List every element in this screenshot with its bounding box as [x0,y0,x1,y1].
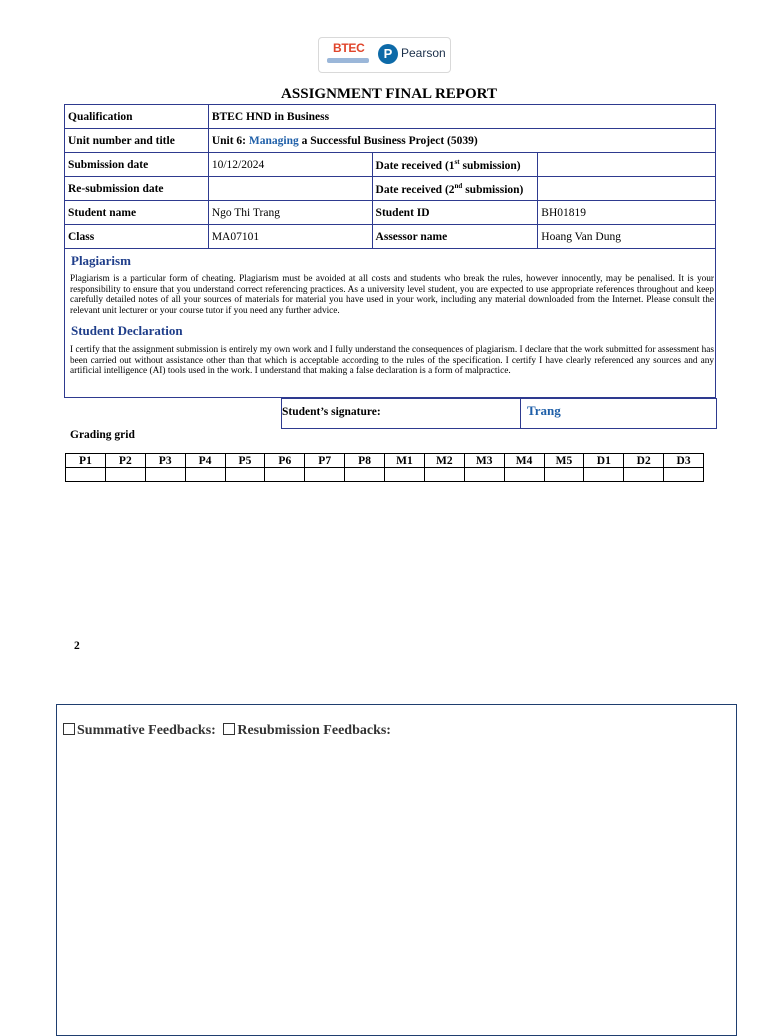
table-row [65,153,716,177]
signature-box [281,398,717,429]
grading-cell-d3[interactable] [664,468,704,482]
grading-cell-d2[interactable] [624,468,664,482]
grading-criterion-m1: M1 [385,454,425,468]
submission-date-label: Submission date [65,153,209,177]
resubmission-checkbox[interactable] [223,723,235,735]
grading-criterion-p5: P5 [225,454,265,468]
unit-label: Unit number and title [65,129,209,153]
table-row [65,177,716,201]
plagiarism-heading: Plagiarism [71,253,131,268]
grading-criterion-d3: D3 [664,454,704,468]
declaration-text: I certify that the assignment submission is entirely my own work and I fully understand the consequences of plagiarism. I declare that the work submitted for assessment has been carried out without assistance other than that which is acceptable according to the rules of the specification. I certify I have clearly referenced any sources and any artificial intelligence (AI) tools used in the work. I understand that making a false declaration is a form of malpractice. [70,345,714,376]
grading-grid-label: Grading grid [70,429,135,441]
grading-cell-p4[interactable] [185,468,225,482]
signature-value: Trang [527,403,561,418]
grading-criterion-m5: M5 [544,454,584,468]
grading-cell-m5[interactable] [544,468,584,482]
grading-cell-m2[interactable] [424,468,464,482]
btec-tagline-mark [327,58,369,63]
grading-criterion-m2: M2 [424,454,464,468]
plagiarism-declaration-panel [64,248,716,398]
grading-criterion-p7: P7 [305,454,345,468]
grading-cell-m3[interactable] [464,468,504,482]
date-received-1-value [538,153,716,177]
student-name-value: Ngo Thi Trang [208,201,372,225]
student-name-label: Student name [65,201,209,225]
table-row [65,105,716,129]
grading-cell-p7[interactable] [305,468,345,482]
class-label: Class [65,225,209,249]
grading-criterion-p1: P1 [66,454,106,468]
grading-criterion-m3: M3 [464,454,504,468]
student-id-label: Student ID [372,201,538,225]
grading-cell-m4[interactable] [504,468,544,482]
grading-grid [65,453,704,482]
qualification-label: Qualification [65,105,209,129]
student-id-value: BH01819 [538,201,716,225]
assignment-info-table [64,104,716,249]
grading-cell-p3[interactable] [145,468,185,482]
unit-value [208,129,715,153]
grading-criterion-p8: P8 [345,454,385,468]
unit-highlight: Managing [248,134,299,147]
logo-banner [318,37,451,73]
feedback-box [56,704,737,1036]
unit-prefix: Unit 6: [211,134,249,147]
assessor-value: Hoang Van Dung [538,225,716,249]
grading-cell-p8[interactable] [345,468,385,482]
resubmission-date-value [208,177,372,201]
pearson-logo-text: Pearson [401,46,446,60]
class-value: MA07101 [208,225,372,249]
date-received-2-label: Date received (2nd submission) [372,177,538,201]
resubmission-date-label: Re-submission date [65,177,209,201]
resubmission-label: Resubmission Feedbacks: [237,723,391,738]
grading-value-row [66,468,704,482]
feedback-options [63,723,391,739]
table-row [65,201,716,225]
plagiarism-text: Plagiarism is a particular form of cheating. Plagiarism must be avoided at all costs and students who break the rules, however innocently, may be penalised. It is your responsibility to ensure that you understand correct referencing practices. As a university level student, you are expected to use appropriate references throughout and keep carefully detailed notes of all your sources of materials for material you have used in your work, including any material downloaded from the Internet. Please consult the relevant unit lecturer or your course tutor if you need any further advice. [70,274,714,316]
assessor-label: Assessor name [372,225,538,249]
date-received-1-label: Date received (1st submission) [372,153,538,177]
signature-label: Student’s signature: [282,406,381,418]
table-row [65,129,716,153]
qualification-value: BTEC HND in Business [208,105,715,129]
grading-cell-p6[interactable] [265,468,305,482]
grading-criterion-p3: P3 [145,454,185,468]
grading-criterion-d1: D1 [584,454,624,468]
grading-criterion-p2: P2 [105,454,145,468]
grading-criterion-m4: M4 [504,454,544,468]
btec-logo: BTEC [333,41,365,55]
page-title: ASSIGNMENT FINAL REPORT [281,86,497,102]
unit-rest: a Successful Business Project (5039) [298,134,478,147]
signature-divider [520,399,521,428]
pearson-logo-icon: P [378,44,398,64]
grading-criterion-p4: P4 [185,454,225,468]
date-received-2-value [538,177,716,201]
grading-cell-p2[interactable] [105,468,145,482]
grading-cell-p5[interactable] [225,468,265,482]
grading-criterion-p6: P6 [265,454,305,468]
grading-cell-p1[interactable] [66,468,106,482]
grading-criterion-d2: D2 [624,454,664,468]
declaration-heading: Student Declaration [71,323,183,338]
grading-cell-d1[interactable] [584,468,624,482]
submission-date-value: 10/12/2024 [208,153,372,177]
grading-cell-m1[interactable] [385,468,425,482]
table-row [65,225,716,249]
page-number: 2 [74,640,80,652]
grading-header-row [66,454,704,468]
summative-checkbox[interactable] [63,723,75,735]
summative-label: Summative Feedbacks: [77,723,216,738]
